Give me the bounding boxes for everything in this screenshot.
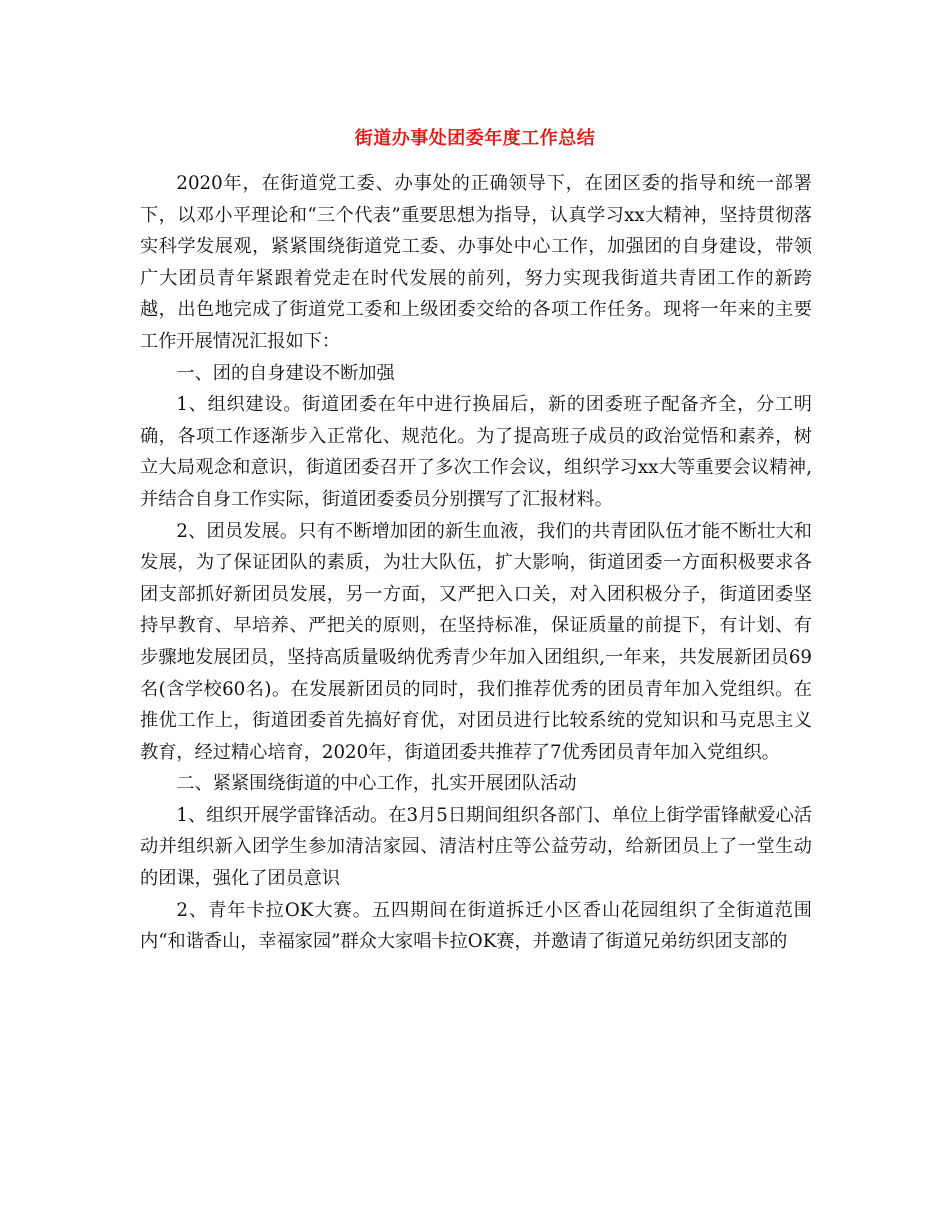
paragraph-organization-building: 1、组织建设。街道团委在年中进行换届后，新的团委班子配备齐全，分工明确，各项工作逐渐步入正常化、规范化。为了提高班子成员的政治觉悟和素养，树立大局观念和意识，街道团委召开了多次工作会议，组织学习xx大等重要会议精神,并结合自身工作实际，街道团委委员分别撰写了汇报材料。: [140, 394, 812, 510]
intro-paragraph: 2020年，在街道党工委、办事处的正确领导下，在团区委的指导和统一部署下，以邓小平理论和“三个代表”重要思想为指导，认真学习xx大精神，坚持贯彻落实科学发展观，紧紧围绕街道党工委、办事处中心工作，加强团的自身建设，带领广大团员青年紧跟着党走在时代发展的前列，努力实现我街道共青团工作的新跨越，出色地完成了街道党工委和上级团委交给的各项工作任务。现将一年来的主要工作开展情况汇报如下：: [140, 173, 812, 352]
document-body: [140, 168, 812, 958]
paragraph-karaoke-contest: 2、青年卡拉OK大赛。五四期间在街道拆迁小区香山花园组织了全街道范围内“和谐香山，幸福家园”群众大家唱卡拉OK赛，并邀请了街道兄弟纺织团支部的: [140, 899, 812, 953]
document-title: 街道办事处团委年度工作总结: [354, 128, 596, 149]
section-heading-1: 一、团的自身建设不断加强: [176, 362, 395, 384]
paragraph-lei-feng-activity: 1、组织开展学雷锋活动。在3月5日期间组织各部门、单位上街学雷锋献爱心活动并组织新入团学生参加清洁家园、清洁村庄等公益劳动，给新团员上了一堂生动的团课，强化了团员意识: [140, 804, 812, 890]
section-heading-2: 二、紧紧围绕街道的中心工作，扎实开展团队活动: [176, 773, 577, 795]
paragraph-member-development: 2、团员发展。只有不断增加团的新生血液，我们的共青团队伍才能不断壮大和发展，为了保证团队的素质，为壮大队伍，扩大影响，街道团委一方面积极要求各团支部抓好新团员发展，另一方面，又严把入口关，对入团积极分子，街道团委坚持早教育、早培养、严把关的原则，在坚持标准，保证质量的前提下，有计划、有步骤地发展团员，坚持高质量吸纳优秀青少年加入团组织,一年来，共发展新团员69名(含学校60名)。在发展新团员的同时，我们推荐优秀的团员青年加入党组织。在推优工作上，街道团委首先搞好育优，对团员进行比较系统的党知识和马克思主义教育，经过精心培育，2020年，街道团委共推荐了7优秀团员青年加入党组织。: [140, 520, 812, 763]
